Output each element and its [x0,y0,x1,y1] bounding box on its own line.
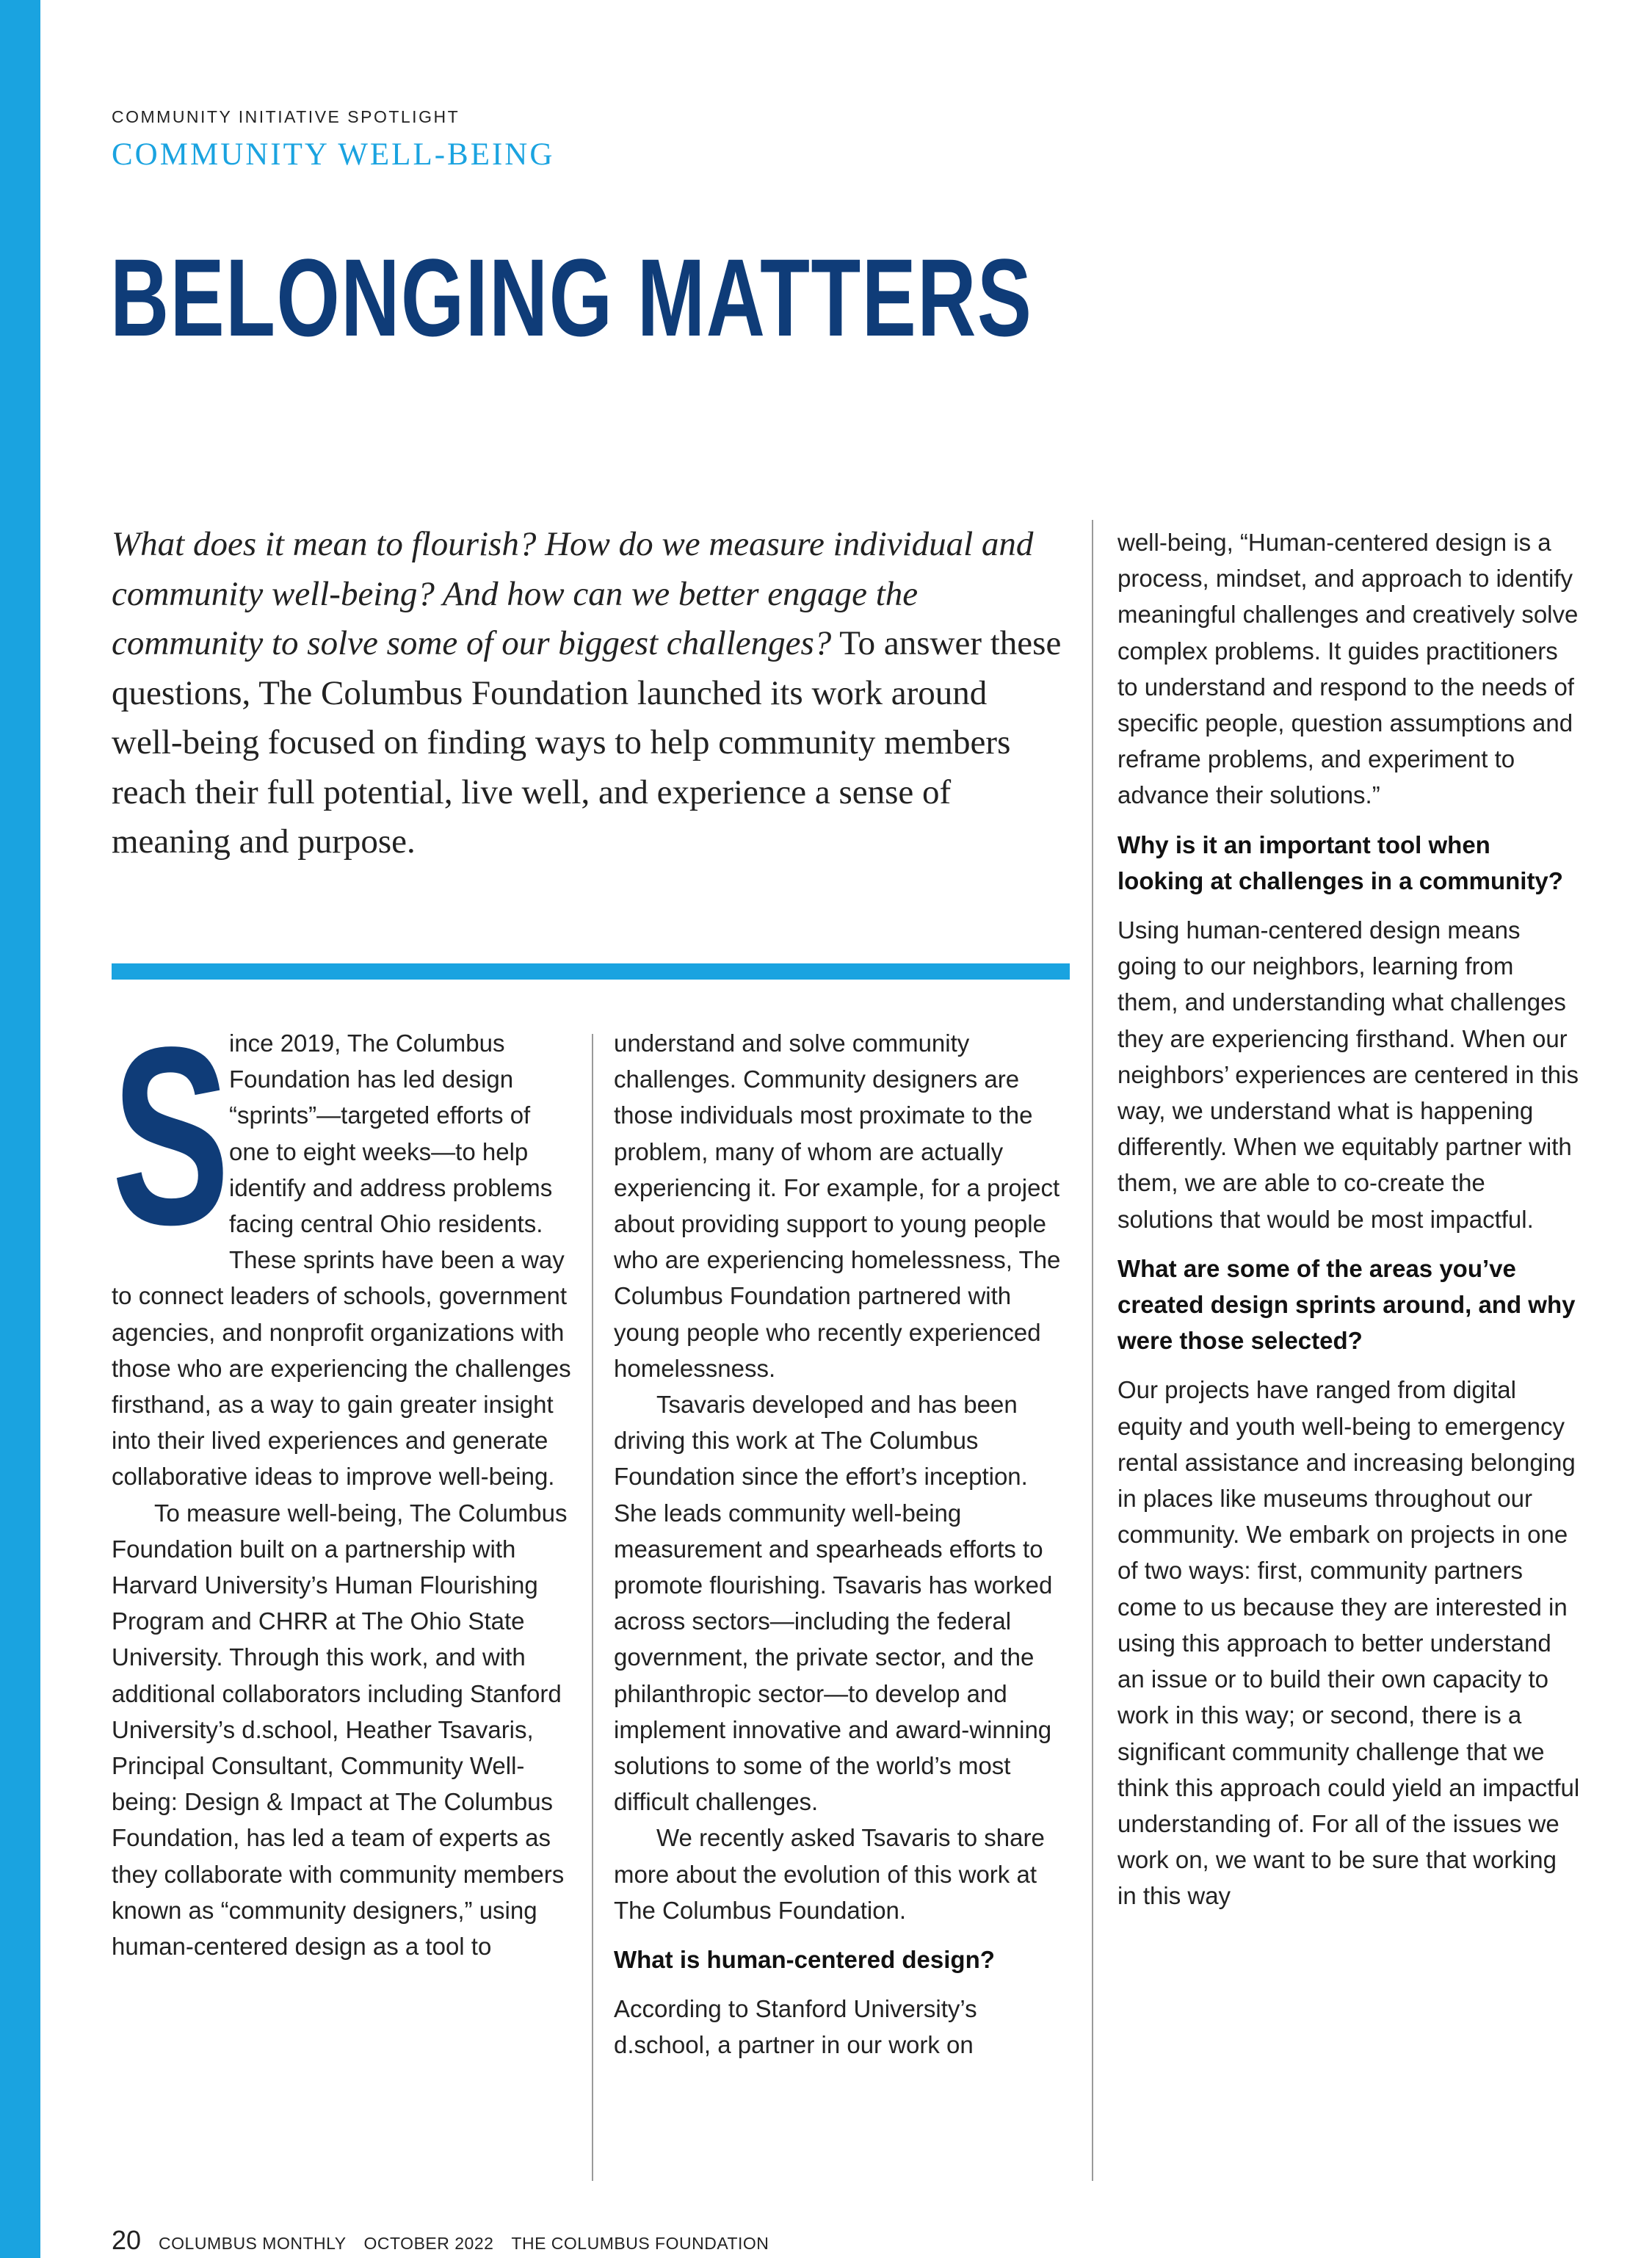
column-divider-2 [1092,520,1093,2181]
article-column-3 [1117,524,1580,1914]
intro-paragraph [112,520,1066,867]
interview-answer: Our projects have ranged from digital equity and youth well-being to emergency rental assistance and increasing belonging in places like museums throughout our community. We embark on projects in one of two ways: first, community partners come to us because they are interested in using this approach to better understand an issue or to build their own capacity to work in this way; or second, there is a significant community challenge that we think this approach could yield an impactful understanding of. For all of the issues we work on, we want to be sure that working in this way [1117,1376,1580,1910]
body-paragraph: We recently asked Tsavaris to share more about the evolution of this work at The Columbus Foundation. [614,1824,1045,1924]
body-paragraph: To measure well-being, The Columbus Foundation built on a partnership with Harvard University’s Human Flourishing Program and CHRR at The Ohio State University. Through this work, and with additional collaborators including Stanford University’s d.school, Heather Tsavaris, Principal Consultant, Community Well-being: Design & Impact at The Columbus Foundation, has led a team of experts as they collaborate with community members known as “community designers,” using human-centered design as a tool to [112,1499,568,1961]
section-title: COMMUNITY WELL-BEING [112,137,555,172]
page-number: 20 [112,2225,142,2255]
drop-cap: S [112,995,231,1278]
kicker: COMMUNITY INITIATIVE SPOTLIGHT [112,107,460,126]
body-paragraph: ince 2019, The Columbus Foundation has led design “sprints”—targeted efforts of one to eight weeks—to help identify and address problems facing central Ohio residents. These sprints have been a way to connect leaders of schools, government agencies, and nonprofit organizations with those who are experiencing the challenges firsthand, as a way to gain greater insight into their lived experiences and generate collaborative ideas to improve well-being. [112,1030,571,1491]
publication-name: COLUMBUS MONTHLY [159,2234,347,2253]
headline: BELONGING MATTERS [110,236,1033,359]
intro-text: To answer these questions, The Columbus Foundation launched its work around well-being focused on finding ways to help community members reach their full potential, live well, and experience a sense of meaning and purpose. [112,624,1062,861]
body-paragraph: understand and solve community challenges. Community designers are those individuals most proximate to the problem, many of whom are actually experiencing it. For example, for a project about providing support to young people who are experiencing homelessness, The Columbus Foundation partnered with young people who recently experienced homelessness. [614,1030,1061,1382]
intro-questions: What does it mean to flourish? How do we measure individual and community well-being? And how can we better engage the community to solve some of our biggest challenges? [112,525,1034,662]
body-paragraph: Tsavaris developed and has been driving this work at The Columbus Foundation since the effort’s inception. She leads community well-being measurement and spearheads efforts to promote flourishing. Tsavaris has worked across sectors—including the federal government, the private sector, and the philanthropic sector—to develop and implement innovative and award-winning solutions to some of the world’s most difficult challenges. [614,1391,1053,1816]
section-divider [112,963,1070,980]
interview-question: Why is it an important tool when looking at challenges in a community? [1117,831,1563,894]
column-divider-1 [592,1034,593,2181]
interview-answer: Using human-centered design means going to our neighbors, learning from them, and understanding what challenges they are experiencing firsthand. When our neighbors’ experiences are centered in this way, we understand what is happening differently. When we equitably partner with them, we are able to co-create the solutions that would be most impactful. [1117,916,1579,1233]
sponsor-name: THE COLUMBUS FOUNDATION [511,2234,769,2253]
interview-question: What are some of the areas you’ve created design sprints around, and why were those selected? [1117,1254,1576,1355]
article-column-2 [614,1025,1075,2063]
interview-answer: According to Stanford University’s d.school, a partner in our work on [614,1995,977,2059]
article-column-1 [112,995,573,1964]
interview-answer: well-being, “Human-centered design is a process, mindset, and approach to identify meaningful challenges and creatively solve complex problems. It guides practitioners to understand and respond to the needs of specific people, question assumptions and reframe problems, and experiment to advance their solutions.” [1117,529,1579,809]
issue-date: OCTOBER 2022 [363,2234,494,2253]
accent-side-bar [0,0,40,2258]
page-footer [112,2225,769,2256]
interview-question: What is human-centered design? [614,1946,995,1974]
